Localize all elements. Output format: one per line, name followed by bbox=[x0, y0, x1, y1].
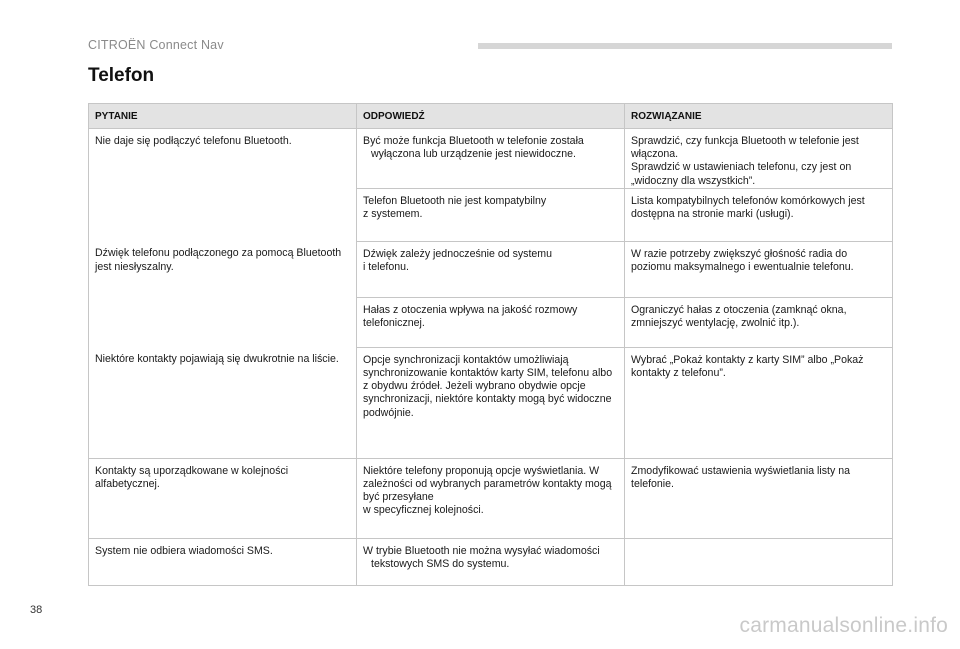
question-cell: Nie daje się podłączyć telefonu Bluetooth. bbox=[89, 129, 357, 242]
page-number: 38 bbox=[30, 604, 43, 616]
solution-cell: Zmodyfikować ustawienia wyświetlania listy na telefonie. bbox=[625, 458, 893, 538]
question-cell: System nie odbiera wiadomości SMS. bbox=[89, 538, 357, 585]
solution-cell bbox=[625, 538, 893, 585]
table-row bbox=[89, 347, 893, 458]
solution-cell: Sprawdzić, czy funkcja Bluetooth w telefonie jest włączona. Sprawdzić w ustawieniach telefonu, czy jest on „widoczny dla wszystkich”. bbox=[625, 129, 893, 189]
question-cell: Dźwięk telefonu podłączonego za pomocą Bluetooth jest niesłyszalny. bbox=[89, 241, 357, 347]
header-divider-bar bbox=[478, 43, 892, 49]
table-header-row bbox=[89, 104, 893, 129]
question-cell: Kontakty są uporządkowane w kolejności alfabetycznej. bbox=[89, 458, 357, 538]
table-row bbox=[89, 458, 893, 538]
answer-cell: Opcje synchronizacji kontaktów umożliwiają synchronizowanie kontaktów karty SIM, telefonu albo z obydwu źródeł. Jeżeli wybrano obydwie opcje synchronizacji, niektóre kontakty mogą być widoczne podwójnie. bbox=[357, 347, 625, 458]
header-brand: CITROËN Connect Nav bbox=[88, 38, 224, 52]
answer-cell: W trybie Bluetooth nie można wysyłać wiadomości tekstowych SMS do systemu. bbox=[357, 538, 625, 585]
solution-cell: Ograniczyć hałas z otoczenia (zamknąć okna, zmniejszyć wentylację, zwolnić itp.). bbox=[625, 297, 893, 347]
question-cell: Niektóre kontakty pojawiają się dwukrotnie na liście. bbox=[89, 347, 357, 458]
solution-cell: Wybrać „Pokaż kontakty z karty SIM” albo „Pokaż kontakty z telefonu”. bbox=[625, 347, 893, 458]
troubleshooting-table bbox=[88, 103, 893, 586]
watermark: carmanualsonline.info bbox=[739, 614, 948, 637]
column-header-solution: ROZWIĄZANIE bbox=[625, 104, 893, 129]
answer-cell: Dźwięk zależy jednocześnie od systemu i telefonu. bbox=[357, 241, 625, 297]
answer-cell: Telefon Bluetooth nie jest kompatybilny z systemem. bbox=[357, 188, 625, 241]
solution-cell: W razie potrzeby zwiększyć głośność radia do poziomu maksymalnego i ewentualnie telefonu. bbox=[625, 241, 893, 297]
answer-cell: Być może funkcja Bluetooth w telefonie została wyłączona lub urządzenie jest niewidoczne. bbox=[357, 129, 625, 189]
table-row bbox=[89, 241, 893, 297]
solution-cell: Lista kompatybilnych telefonów komórkowych jest dostępna na stronie marki (usługi). bbox=[625, 188, 893, 241]
table-row bbox=[89, 129, 893, 189]
answer-cell: Hałas z otoczenia wpływa na jakość rozmowy telefonicznej. bbox=[357, 297, 625, 347]
answer-cell: Niektóre telefony proponują opcje wyświetlania. W zależności od wybranych parametrów kontakty mogą być przesyłane w specyficznej kolejności. bbox=[357, 458, 625, 538]
column-header-question: PYTANIE bbox=[89, 104, 357, 129]
table-row bbox=[89, 538, 893, 585]
column-header-answer: ODPOWIEDŹ bbox=[357, 104, 625, 129]
page-title: Telefon bbox=[88, 65, 155, 86]
